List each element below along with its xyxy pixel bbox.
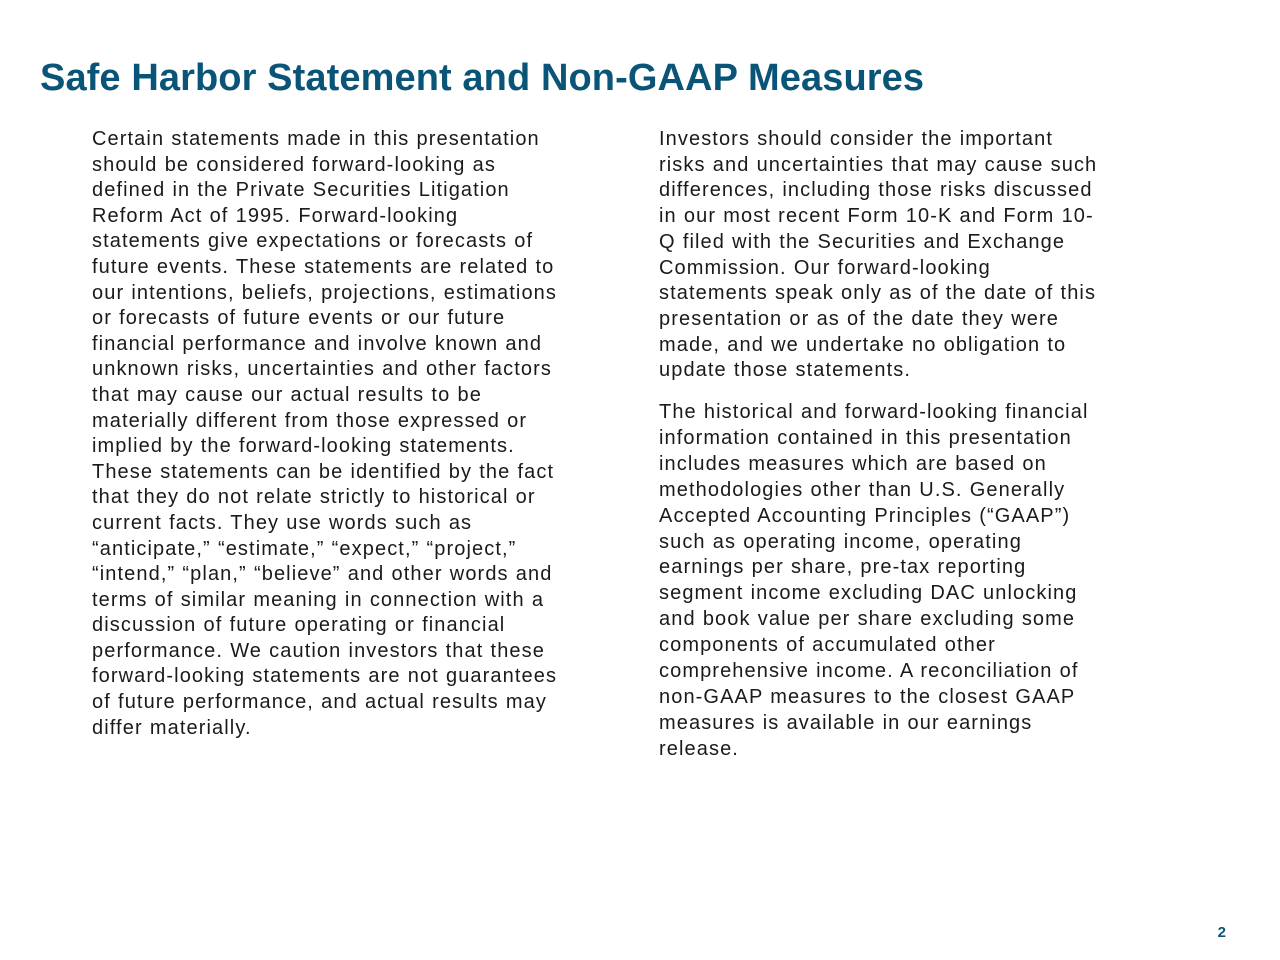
text-line: made, and we undertake no obligation to — [659, 333, 1067, 356]
text-line: current facts. They use words such as — [92, 511, 473, 534]
text-line: in our most recent Form 10-K and Form 10- — [659, 205, 1094, 228]
text-line: differences, including those risks discussed — [659, 179, 1093, 202]
text-line: discussion of future operating or financial — [92, 614, 506, 637]
text-line: The historical and forward-looking financial — [659, 401, 1089, 424]
text-line: Commission. Our forward-looking — [659, 256, 991, 279]
text-line: forward-looking statements are not guarantees — [92, 665, 558, 688]
right-column-text — [659, 127, 1259, 763]
left-column-text — [92, 127, 622, 741]
text-line: and book value per share excluding some — [659, 608, 1076, 631]
text-line: materially different from those expressed or — [92, 409, 528, 432]
text-line: “intend,” “plan,” “believe” and other words and — [92, 563, 553, 586]
text-line: implied by the forward-looking statements. — [92, 435, 515, 458]
text-line: of future performance, and actual results may — [92, 691, 547, 714]
text-line: future events. These statements are related to — [92, 255, 555, 278]
text-line: or forecasts of future events or our future — [92, 307, 506, 330]
text-line: should be considered forward-looking as — [92, 153, 497, 176]
text-line: segment income excluding DAC unlocking — [659, 582, 1078, 605]
text-line: financial performance and involve known and — [92, 332, 543, 355]
non-gaap-paragraph — [659, 400, 1259, 763]
text-line: defined in the Private Securities Litigation — [92, 179, 510, 202]
text-line: release. — [659, 737, 739, 760]
page-number: 2 — [1217, 924, 1226, 941]
text-line: “anticipate,” “estimate,” “expect,” “project,” — [92, 537, 517, 560]
text-line: These statements can be identified by the fact — [92, 460, 555, 483]
text-line: terms of similar meaning in connection with a — [92, 588, 545, 611]
text-line: comprehensive income. A reconciliation of — [659, 660, 1079, 683]
text-line: risks and uncertainties that may cause such — [659, 153, 1098, 176]
text-line: components of accumulated other — [659, 634, 996, 657]
text-line: that they do not relate strictly to historical or — [92, 486, 536, 509]
text-line: measures is available in our earnings — [659, 711, 1033, 734]
text-line: Reform Act of 1995. Forward-looking — [92, 204, 459, 227]
text-line: Certain statements made in this presentation — [92, 128, 540, 150]
text-line: differ materially. — [92, 716, 252, 739]
slide-title: Safe Harbor Statement and Non-GAAP Measures — [40, 57, 925, 99]
text-line: methodologies other than U.S. Generally — [659, 478, 1066, 501]
text-line: Investors should consider the important — [659, 128, 1053, 150]
text-line: presentation or as of the date they were — [659, 307, 1059, 330]
text-line: non-GAAP measures to the closest GAAP — [659, 686, 1076, 708]
text-line: statements give expectations or forecasts of — [92, 230, 534, 253]
text-line: earnings per share, pre-tax reporting — [659, 556, 1027, 579]
investors-risk-paragraph — [659, 127, 1259, 384]
text-line: that may cause our actual results to be — [92, 383, 482, 406]
text-line: such as operating income, operating — [659, 530, 1022, 553]
text-line: statements speak only as of the date of this — [659, 282, 1097, 305]
text-line: update those statements. — [659, 359, 911, 382]
safe-harbor-paragraph — [92, 127, 622, 741]
text-line: information contained in this presentation — [659, 426, 1072, 449]
text-line: Q filed with the Securities and Exchange — [659, 230, 1066, 253]
text-line: includes measures which are based on — [659, 452, 1047, 475]
text-line: unknown risks, uncertainties and other factors — [92, 358, 552, 381]
text-line: our intentions, beliefs, projections, estimations — [92, 281, 558, 304]
text-line: performance. We caution investors that these — [92, 639, 545, 662]
text-line: Accepted Accounting Principles (“GAAP”) — [659, 504, 1071, 527]
